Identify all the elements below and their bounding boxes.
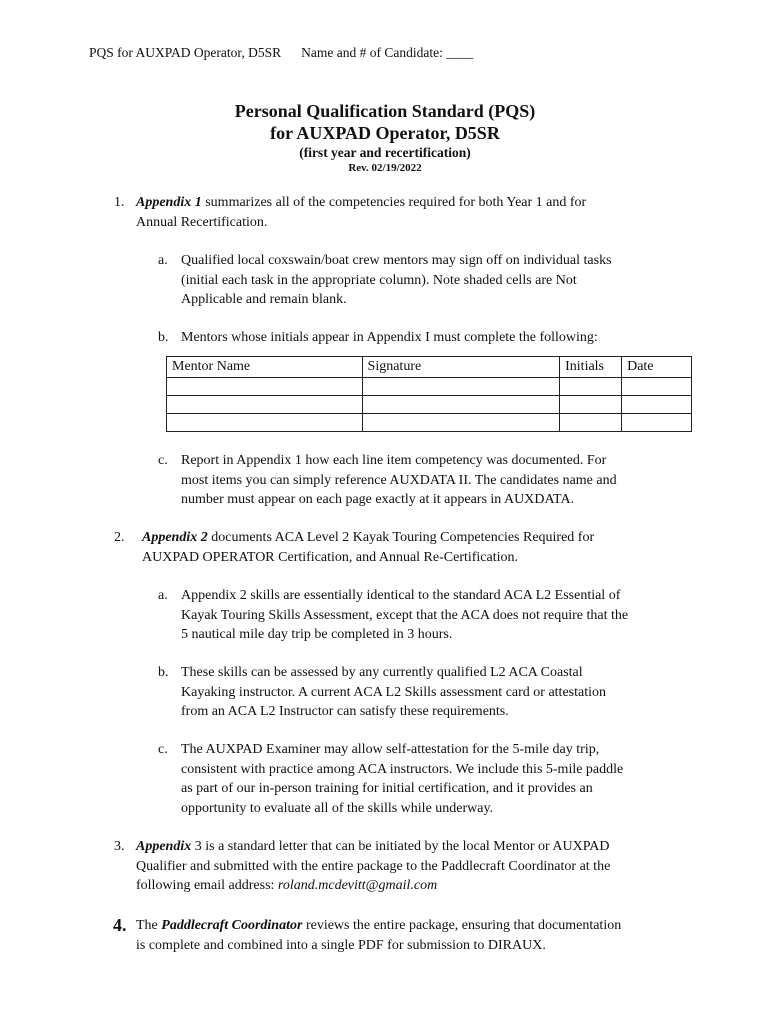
signature-cell[interactable] (362, 414, 560, 432)
item-3-text: Appendix 3 is a standard letter that can be initiated by the local Mentor or AUXPAD Qualifier and submitted with the entire package to the Paddlecraft Coordinator at the following email address: roland.mcdevitt@gmail.com (136, 839, 611, 893)
document-scope: (first year and recertification) (299, 145, 471, 160)
item-3-number: 3. (114, 839, 125, 854)
date-cell[interactable] (622, 378, 692, 396)
header-candidate-field: Name and # of Candidate: ____ (301, 45, 474, 60)
item-4-number: 4. (113, 915, 127, 935)
table-header-row (167, 357, 692, 378)
item-1-number: 1. (114, 195, 125, 210)
column-header-signature: Signature (362, 357, 560, 378)
signature-cell[interactable] (362, 396, 560, 414)
item-1-appendix-ref: Appendix 1 (136, 195, 202, 210)
date-cell[interactable] (622, 396, 692, 414)
mentor-name-cell[interactable] (167, 396, 363, 414)
column-header-mentor-name: Mentor Name (167, 357, 363, 378)
document-subtitle: for AUXPAD Operator, D5SR (270, 123, 500, 143)
initials-cell[interactable] (560, 396, 622, 414)
signature-cell[interactable] (362, 378, 560, 396)
table-row (167, 378, 692, 396)
item-2-text: Appendix 2 documents ACA Level 2 Kayak Touring Competencies Required for AUXPAD OPERATOR Certification, and Annual Re-Certification. (142, 530, 595, 565)
mentor-name-cell[interactable] (167, 378, 363, 396)
table-row (167, 414, 692, 432)
table-row (167, 396, 692, 414)
item-2-appendix-ref: Appendix 2 (142, 530, 208, 545)
item-2-number: 2. (114, 530, 125, 545)
header-document-title: PQS for AUXPAD Operator, D5SR (89, 45, 282, 60)
coordinator-email: roland.mcdevitt@gmail.com (277, 878, 438, 893)
page-header (89, 43, 473, 63)
mentor-name-cell[interactable] (167, 414, 363, 432)
initials-cell[interactable] (560, 414, 622, 432)
item-3-appendix-ref: Appendix (136, 839, 192, 854)
initials-cell[interactable] (560, 378, 622, 396)
date-cell[interactable] (622, 414, 692, 432)
mentor-signature-table (166, 356, 692, 432)
paddlecraft-coordinator-ref: Paddlecraft Coordinator (161, 918, 303, 933)
column-header-initials: Initials (560, 357, 622, 378)
column-header-date: Date (622, 357, 692, 378)
item-1-text: Appendix 1 summarizes all of the competencies required for both Year 1 and for Annual Recertification. (136, 195, 587, 230)
revision-date: Rev. 02/19/2022 (348, 162, 422, 174)
document-title: Personal Qualification Standard (PQS) (234, 101, 536, 121)
item-4-text: The Paddlecraft Coordinator reviews the entire package, ensuring that documentation is complete and combined into a single PDF for submission to DIRAUX. (136, 918, 622, 953)
